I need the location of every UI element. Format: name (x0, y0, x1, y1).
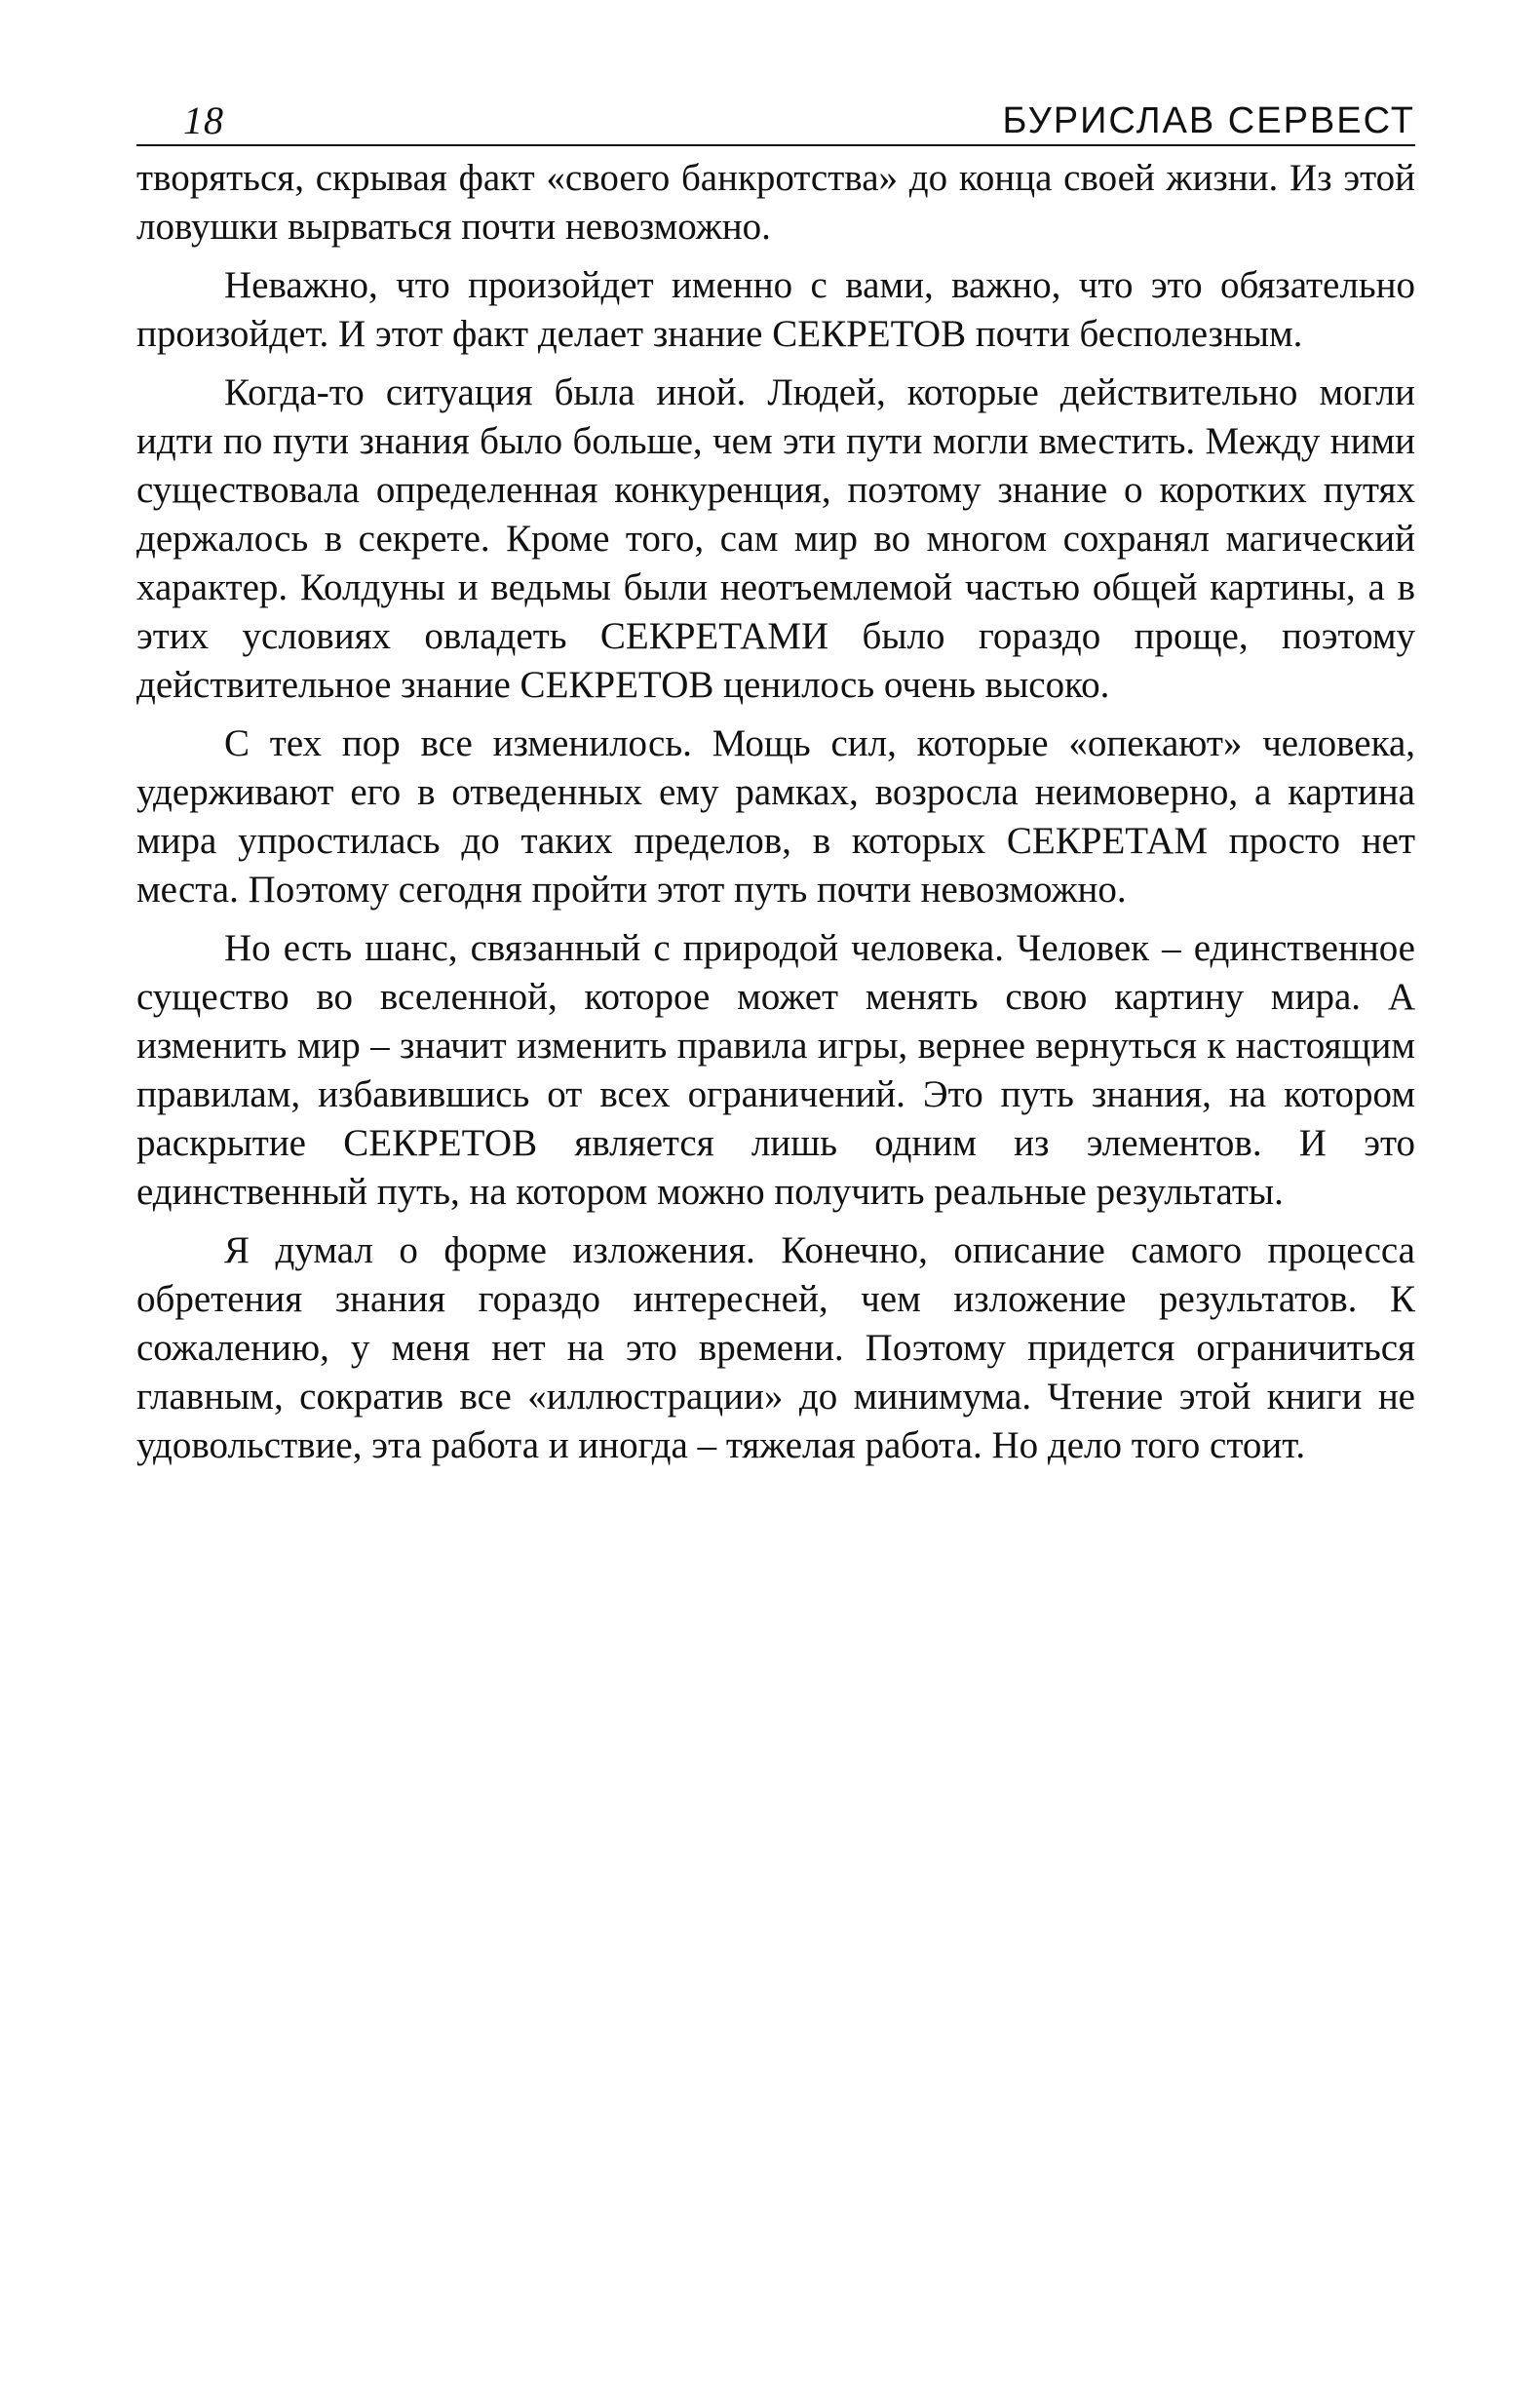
paragraph: Неважно, что произойдет именно с вами, важно, что это обязательно произойдет. И этот факт делает знание СЕКРЕТОВ почти бесполезным. (136, 264, 1415, 355)
paragraph: С тех пор все изменилось. Мощь сил, которые «опекают» человека, удерживают его в отведенных ему рамках, возросла неимоверно, а картина мира упростилась до таких пределов, в которых СЕКРЕТАМ просто нет места. Поэтому сегодня пройти этот путь почти невозможно. (136, 722, 1415, 911)
body-text (136, 154, 1415, 1480)
running-header-author: БУРИСЛАВ СЕРВЕСТ (1002, 100, 1415, 141)
page-number: 18 (183, 98, 224, 142)
running-header (136, 94, 1415, 146)
paragraph: Но есть шанс, связанный с природой человека. Человек – единственное существо во вселенной, которое может менять свою картину мира. А изменить мир – значит изменить правила игры, вернее вернуться к настоящим правилам, избавившись от всех ограничений. Это путь знания, на котором раскрытие СЕКРЕТОВ является лишь одним из элементов. И это единственный путь, на котором можно получить реальные результаты. (136, 927, 1415, 1213)
paragraph: Когда-то ситуация была иной. Людей, которые действительно могли идти по пути знания было больше, чем эти пути могли вместить. Между ними существовала определенная конкуренция, поэтому знание о коротких путях держалось в секрете. Кроме того, сам мир во многом сохранял магический характер. Колдуны и ведьмы были неотъемлемой частью общей картины, а в этих условиях овладеть СЕКРЕТАМИ было гораздо проще, поэтому действительное знание СЕКРЕТОВ ценилось очень высоко. (136, 371, 1415, 706)
paragraph: Я думал о форме изложения. Конечно, описание самого процесса обретения знания гораздо интересней, чем изложение результатов. К сожалению, у меня нет на это времени. Поэтому придется ограничиться главным, сократив все «иллюстрации» до минимума. Чтение этой книги не удовольствие, эта работа и иногда – тяжелая работа. Но дело того стоит. (136, 1229, 1415, 1466)
paragraph-continuation: творяться, скрывая факт «своего банкротства» до конца своей жизни. Из этой ловушки вырваться почти невозможно. (136, 157, 1415, 248)
